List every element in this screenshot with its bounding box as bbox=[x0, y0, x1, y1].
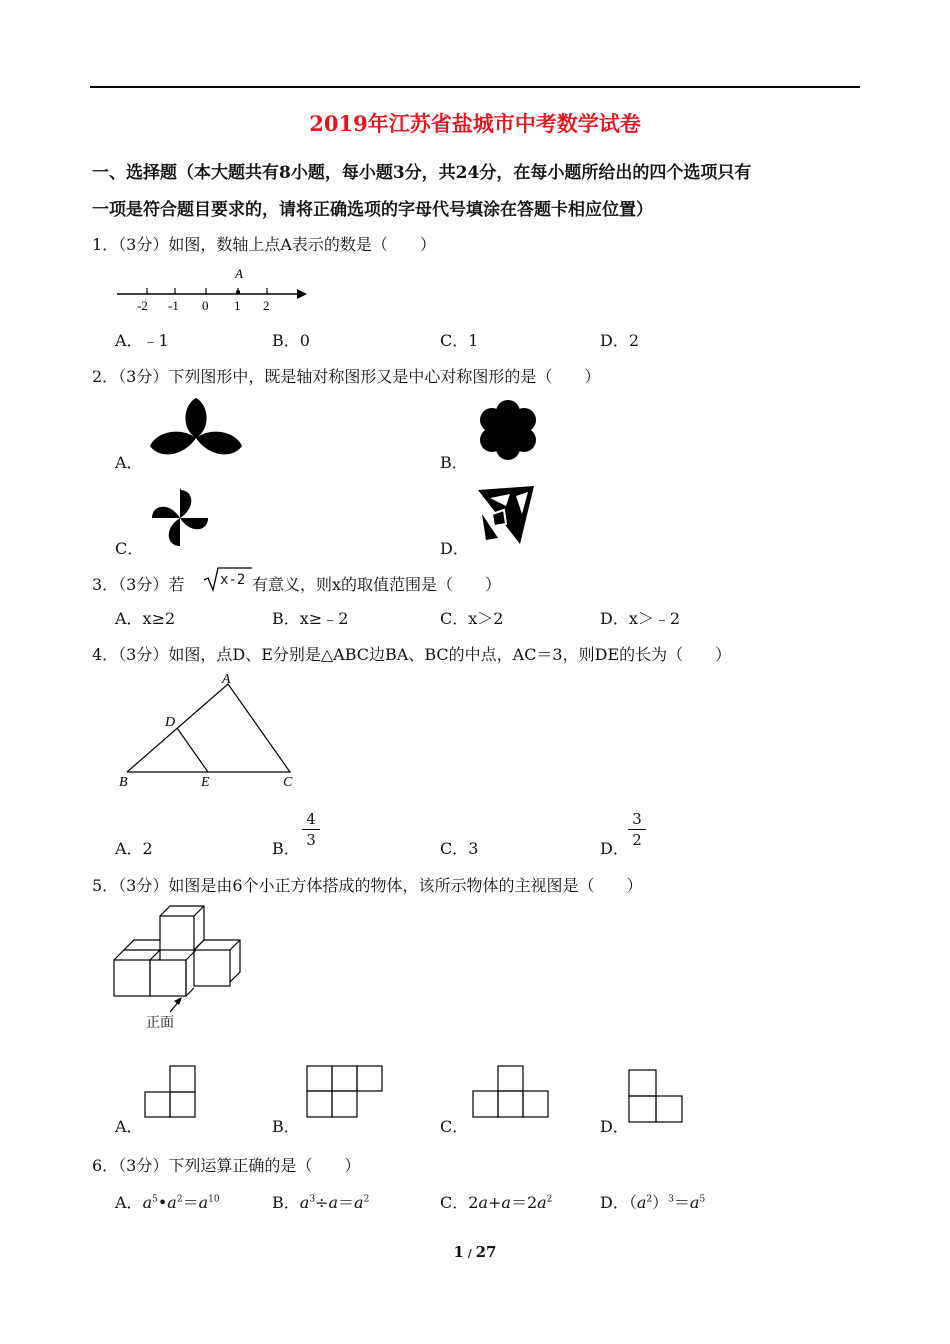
q3-stem-prefix: 3．（3分）若 bbox=[92, 575, 185, 594]
vertex-label: E bbox=[201, 775, 210, 790]
triangle-figure bbox=[115, 672, 305, 792]
q1-stem: 1．（3分）如图，数轴上点A表示的数是（ ） bbox=[92, 235, 436, 254]
q3-radicand: x-2 bbox=[220, 572, 246, 588]
view-option-d bbox=[627, 1068, 685, 1124]
tick-label: -2 bbox=[137, 298, 148, 313]
q2-option-a: A． bbox=[115, 453, 143, 472]
q2-option-d: D． bbox=[440, 539, 469, 558]
q5-option-d: D． bbox=[600, 1117, 629, 1136]
pinwheel-shape bbox=[150, 488, 210, 548]
point-a-label: A bbox=[235, 266, 243, 281]
page-separator: / bbox=[463, 1247, 476, 1260]
vertex-label: B bbox=[119, 775, 128, 790]
page-title: 2019年江苏省盐城市中考数学试卷 bbox=[309, 111, 641, 136]
q5-option-a: A． bbox=[115, 1117, 143, 1136]
q1-option-d: D．2 bbox=[600, 331, 640, 350]
cube-stack-figure bbox=[112, 902, 247, 1002]
three-petal-shape bbox=[150, 398, 242, 460]
number-line-figure bbox=[115, 262, 315, 312]
vertex-label: C bbox=[283, 775, 293, 790]
denominator: 2 bbox=[632, 831, 642, 849]
q6-option-c: C．$2a+a=2a^2$ bbox=[440, 1193, 553, 1212]
q5-stem: 5．（3分）如图是由6个小正方体搭成的物体，该所示物体的主视图是（ ） bbox=[92, 876, 643, 895]
vertex-label: A bbox=[222, 672, 231, 687]
q5-option-b: B． bbox=[272, 1117, 300, 1136]
q2-option-b: B． bbox=[440, 453, 468, 472]
section-heading-line2: 一项是符合题目要求的，请将正确选项的字母代号填涂在答题卡相应位置） bbox=[92, 200, 653, 220]
fraction-three-halves bbox=[628, 810, 646, 849]
q6-stem: 6．（3分）下列运算正确的是（ ） bbox=[92, 1156, 361, 1175]
q4-option-c: C．3 bbox=[440, 839, 479, 858]
tick-label: -1 bbox=[168, 298, 179, 313]
page-number: 1 bbox=[453, 1243, 464, 1261]
q2-stem: 2．（3分）下列图形中，既是轴对称图形又是中心对称图形的是（ ） bbox=[92, 367, 601, 386]
front-view-label: 正面 bbox=[146, 1015, 174, 1031]
q3-option-b: B．x≥﹣2 bbox=[272, 609, 349, 628]
q1-option-b: B．0 bbox=[272, 331, 310, 350]
page-footer bbox=[0, 1243, 950, 1261]
tick-label: 1 bbox=[234, 298, 241, 313]
fraction-four-thirds bbox=[302, 810, 320, 849]
q4-option-d: D． bbox=[600, 839, 629, 858]
q3-option-a: A．x≥2 bbox=[115, 609, 176, 628]
q2-option-c: C． bbox=[115, 539, 144, 558]
view-option-c bbox=[471, 1064, 553, 1120]
tick-label: 2 bbox=[263, 298, 270, 313]
q1-option-c: C．1 bbox=[440, 331, 479, 350]
q6-option-d: D．$(a^2)^3=a^5$ bbox=[600, 1193, 706, 1212]
numerator: 3 bbox=[632, 810, 642, 828]
q3-option-c: C．x＞2 bbox=[440, 609, 504, 628]
view-option-a bbox=[144, 1064, 198, 1120]
numerator: 4 bbox=[306, 810, 316, 828]
q1-option-a: A．﹣1 bbox=[115, 331, 169, 350]
q5-option-c: C． bbox=[440, 1117, 469, 1136]
page-total: 27 bbox=[475, 1243, 497, 1261]
q6-option-a: A．$a^5•a^2=a^{10}$ bbox=[115, 1193, 220, 1212]
flower-shape bbox=[478, 400, 538, 460]
q4-option-b: B． bbox=[272, 839, 300, 858]
vertex-label: D bbox=[165, 715, 176, 730]
q6-option-b: B．$a^3\div a=a^2$ bbox=[272, 1193, 370, 1212]
denominator: 3 bbox=[306, 831, 316, 849]
q4-option-a: A．2 bbox=[115, 839, 153, 858]
view-option-b bbox=[305, 1064, 387, 1120]
triangle-square-shape bbox=[476, 484, 536, 546]
q3-stem-suffix: 有意义，则x的取值范围是（ ） bbox=[252, 575, 502, 594]
section-heading-line1: 一、选择题（本大题共有8小题，每小题3分，共24分，在每小题所给出的四个选项只有 bbox=[92, 163, 752, 183]
q3-option-d: D．x＞﹣2 bbox=[600, 609, 681, 628]
q4-stem: 4．（3分）如图，点D、E分别是△ABC边BA、BC的中点，AC＝3，则DE的长为（ ） bbox=[92, 645, 732, 664]
tick-label: 0 bbox=[202, 298, 209, 313]
top-rule bbox=[90, 86, 860, 88]
